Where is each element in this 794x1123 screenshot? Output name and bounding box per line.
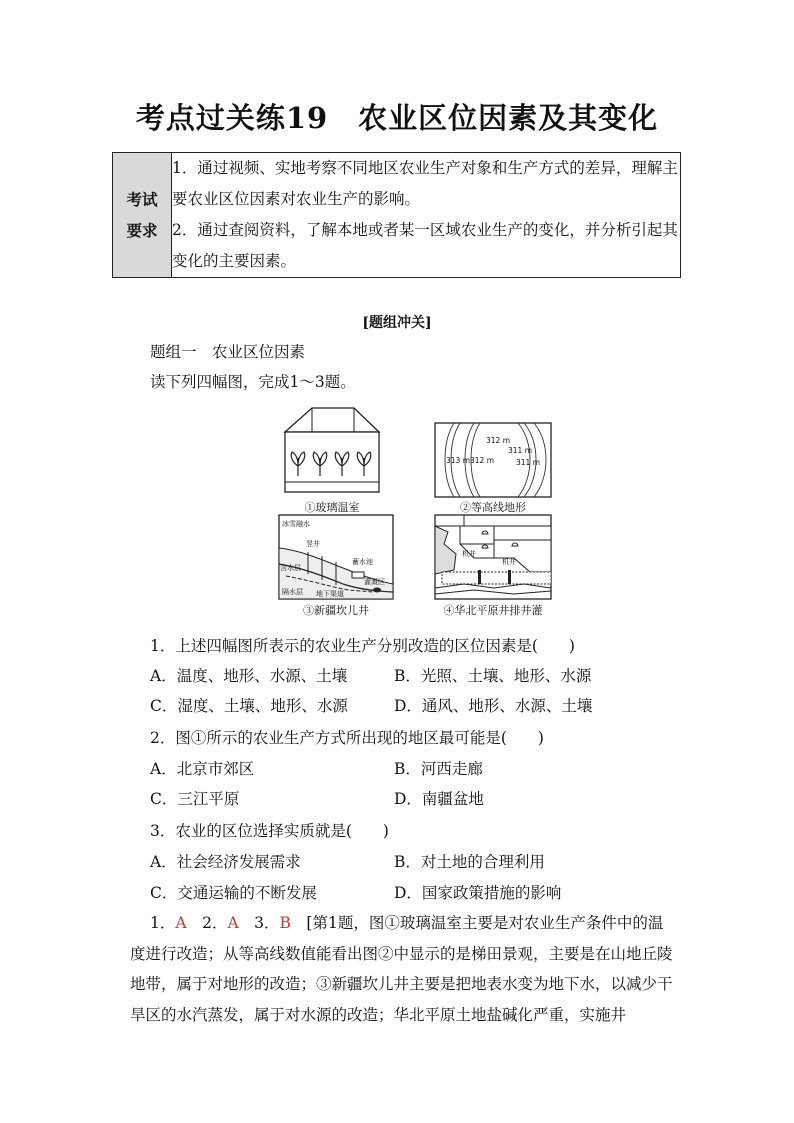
karez-figure xyxy=(278,514,394,600)
requirement-item-2: 2．通过查阅资料，了解本地或者某一区域农业生产的变化，并分析引起其变化的主要因素。 xyxy=(172,221,678,270)
answer-num-3: 3． xyxy=(238,914,280,932)
contour-label-313: 313 m xyxy=(446,456,471,465)
question-3-stem: 3．农业的区位选择实质就是( ) xyxy=(150,822,389,840)
answer-1: A xyxy=(175,914,187,932)
question-2-option-d: D．南疆盆地 xyxy=(394,790,484,808)
question-2-option-a: A．北京市郊区 xyxy=(150,760,255,778)
requirements-header-line1: 考试 xyxy=(126,190,158,209)
contour-label-312: 312 m xyxy=(470,456,495,465)
answer-num-2: 2． xyxy=(186,914,228,932)
question-2-option-c: C．三江平原 xyxy=(150,790,240,808)
requirement-item-1: 1．通过视频、实地考察不同地区农业生产对象和生产方式的差异，理解主要农业区位因素对农业生产的影响。 xyxy=(172,159,678,208)
greenhouse-figure xyxy=(282,404,382,496)
karez-label-reservoir: 蓄水池 xyxy=(352,558,373,566)
group-title: 题组一 农业区位因素 xyxy=(150,343,306,361)
requirements-header xyxy=(113,153,172,278)
question-1-option-c: C．湿度、土壤、地形、水源 xyxy=(150,697,348,715)
karez-label-meltwater: 冰雪融水 xyxy=(282,520,310,528)
answer-explanation: [第1题，图①玻璃温室主要是对农业生产条件中的温度进行改造；从等高线数值能看出图②中显示的是梯田景观，主要是在山地丘陵地带，属于对地形的改造；③新疆坎儿井主要是把地表水变为地下水，以减少干旱区的水汽蒸发，属于对水源的改造；华北平原土地盐碱化严重，实施井 xyxy=(130,914,673,1024)
contour-label-312-top: 312 m xyxy=(486,436,511,445)
well-label-2: 机井 xyxy=(502,558,516,566)
figure-3-caption: ③新疆坎儿井 xyxy=(303,604,369,617)
page-title: 考点过关练19 农业区位因素及其变化 xyxy=(135,101,659,135)
well-irrigation-figure xyxy=(434,514,552,600)
requirements-table xyxy=(112,152,681,278)
figure-2-caption: ②等高线地形 xyxy=(460,501,526,514)
question-3-option-b: B．对土地的合理利用 xyxy=(394,853,545,871)
answer-paragraph xyxy=(130,908,675,1030)
section-header: [题组冲关] xyxy=(362,315,432,331)
requirements-body xyxy=(172,153,681,278)
figure-1-caption: ①玻璃温室 xyxy=(304,501,360,514)
question-1-option-a: A．温度、地形、水源、土壤 xyxy=(150,667,348,685)
karez-label-shaft: 竖井 xyxy=(306,540,320,548)
requirements-header-line2: 要求 xyxy=(126,221,158,240)
karez-label-aquifer: 含水层 xyxy=(280,564,301,572)
question-1-option-b: B．光照、土壤、地形、水源 xyxy=(394,667,592,685)
karez-label-impermeable: 隔水层 xyxy=(282,588,303,596)
question-1-option-d: D．通风、地形、水源、土壤 xyxy=(394,697,593,715)
contour-label-311-b: 311 m xyxy=(516,458,541,467)
contour-figure xyxy=(434,422,552,498)
answer-num-1: 1． xyxy=(150,914,176,932)
question-3-option-c: C．交通运输的不断发展 xyxy=(150,884,317,902)
figure-4-caption: ④华北平原井排井灌 xyxy=(443,604,543,617)
karez-label-irrigation: 灌溉区 xyxy=(364,578,385,586)
question-3-option-a: A．社会经济发展需求 xyxy=(150,853,301,871)
question-2-stem: 2．图①所示的农业生产方式所出现的地区最可能是( ) xyxy=(150,729,544,747)
question-1-stem: 1．上述四幅图所表示的农业生产分别改造的区位因素是( ) xyxy=(150,637,575,655)
karez-label-channel: 地下渠道 xyxy=(316,590,344,598)
instruction-text: 读下列四幅图，完成1～3题。 xyxy=(150,373,356,391)
well-label-1: 机井 xyxy=(462,550,476,558)
answer-2: A xyxy=(227,914,239,932)
answer-3: B xyxy=(279,914,291,932)
contour-label-311-a: 311 m xyxy=(508,446,533,455)
question-2-option-b: B．河西走廊 xyxy=(394,760,483,778)
question-3-option-d: D．国家政策措施的影响 xyxy=(394,884,562,902)
